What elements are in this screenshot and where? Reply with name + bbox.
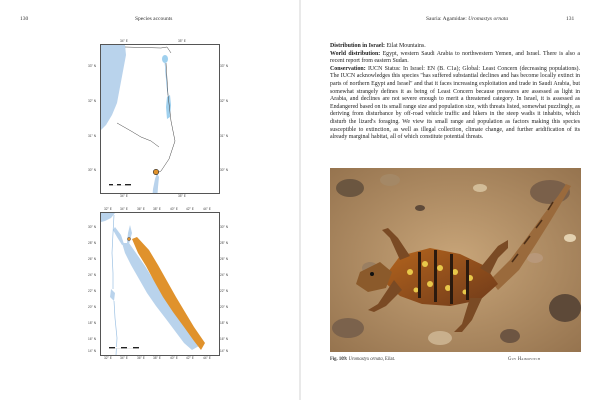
eilat-locality-marker	[153, 169, 158, 174]
lon-tick: 34° E	[120, 356, 128, 360]
distribution-israel-paragraph	[330, 43, 580, 51]
running-head-right	[426, 16, 508, 22]
lat-tick: 16° N	[88, 337, 97, 341]
caption-species: Uromastyx ornata	[348, 357, 383, 362]
conservation-paragraph	[330, 66, 580, 142]
mediterranean-sea	[101, 45, 126, 130]
paragraph-body: IUCN Status: In Israel: EN (B. C1a); Global: Least Concern (decreasing populations). The IUCN acknowledges this species "has suffered substantial declines and has become locally extinct in parts of northern Egypt and Israel" and that it faces increasing exploitation and trade in Saudi Arabia, but somewhat strangely defines it as being of Least Concern because pressures are assessed as light in Arabia, and declines are not severe enough to merit a threatened category. In Israel, it is assessed as Endangered based on its small range size and population size, with threats listed, somewhat puzzlingly, as deriving from disturbance by off-road vehicle traffic and hikers in the steep wadis it inhabits, which disturb the lizard's foraging. We view its small range and population as factors making this species susceptible to extinction, as well as illegal collection, climate change, and further aridification of its already marginal habitat, all of which constitute potential threats.	[330, 65, 580, 141]
eilat-locality-marker	[127, 237, 130, 240]
paragraph-body: Egypt, western Saudi Arabia to northwestern Yemen, and Israel. There is also a recent report from eastern Sudan.	[330, 50, 580, 65]
lat-tick: 26° N	[220, 257, 229, 261]
paragraph-label: World distribution:	[330, 50, 381, 57]
lat-tick: 31° N	[220, 134, 229, 138]
lat-tick: 30° N	[220, 168, 229, 172]
page-number-left: 130	[20, 16, 29, 22]
lat-tick: 20° N	[220, 305, 229, 309]
lon-tick: 34° E	[120, 39, 128, 43]
running-head-prefix: Sauria: Agamidae:	[426, 16, 467, 22]
distribution-map-red-sea	[100, 212, 220, 356]
photo-credit: Guy Haimovitch	[508, 357, 541, 362]
lat-tick: 20° N	[88, 305, 97, 309]
lon-tick: 35° E	[178, 194, 186, 198]
sea-of-galilee	[162, 55, 168, 63]
mediterranean-sea	[101, 213, 115, 222]
lat-tick: 33° N	[220, 64, 229, 68]
lon-tick: 36° E	[137, 356, 145, 360]
lat-tick: 33° N	[88, 64, 97, 68]
lizard-eye	[370, 272, 374, 276]
distribution-map-israel	[100, 44, 220, 194]
lon-tick: 35° E	[178, 39, 186, 43]
nile-river	[112, 215, 117, 355]
lon-tick: 34° E	[120, 194, 128, 198]
figure-caption	[330, 357, 395, 362]
lizard-photograph	[330, 168, 581, 352]
lat-tick: 24° N	[220, 273, 229, 277]
red-sea	[122, 243, 199, 350]
lon-tick: 40° E	[170, 207, 178, 211]
lat-tick: 28° N	[220, 241, 229, 245]
lat-tick: 24° N	[88, 273, 97, 277]
caption-label: Fig. 109:	[330, 357, 348, 362]
lizard-photo-graphic	[330, 168, 581, 352]
lat-tick: 26° N	[88, 257, 97, 261]
lat-tick: 30° N	[88, 225, 97, 229]
lat-tick: 14° N	[220, 349, 229, 353]
lat-tick: 30° N	[220, 225, 229, 229]
paragraph-label: Distribution in Israel:	[330, 43, 385, 49]
map-red-sea-graphic	[101, 213, 219, 355]
lat-tick: 16° N	[220, 337, 229, 341]
lon-tick: 38° E	[153, 207, 161, 211]
lon-tick: 38° E	[153, 356, 161, 360]
scale-bar	[109, 184, 131, 185]
lon-tick: 32° E	[104, 207, 112, 211]
caption-place: , Eilat.	[382, 357, 396, 362]
species-range	[132, 237, 205, 350]
gulf-of-suez	[113, 227, 124, 245]
species-account-text	[330, 43, 580, 142]
page-number-right: 131	[566, 16, 575, 22]
map-israel-graphic	[101, 45, 219, 193]
running-head-left: Species accounts	[135, 16, 173, 22]
lon-tick: 40° E	[170, 356, 178, 360]
lon-tick: 42° E	[186, 207, 194, 211]
gulf-of-aqaba	[127, 225, 132, 244]
lat-tick: 22° N	[88, 289, 97, 293]
lon-tick: 36° E	[137, 207, 145, 211]
gulf-of-aqaba	[152, 173, 159, 193]
lat-tick: 18° N	[88, 321, 97, 325]
paragraph-body: Eilat Mountains.	[384, 43, 426, 49]
lon-tick: 44° E	[203, 356, 211, 360]
lake-nasser	[110, 289, 115, 301]
lat-tick: 22° N	[220, 289, 229, 293]
lon-tick: 34° E	[120, 207, 128, 211]
world-distribution-paragraph	[330, 51, 580, 66]
lat-tick: 32° N	[220, 99, 229, 103]
paragraph-label: Conservation:	[330, 65, 366, 72]
lat-tick: 14° N	[88, 349, 97, 353]
lat-tick: 31° N	[88, 134, 97, 138]
lon-tick: 42° E	[186, 356, 194, 360]
lon-tick: 44° E	[203, 207, 211, 211]
lon-tick: 32° E	[104, 356, 112, 360]
left-page	[0, 0, 299, 400]
lat-tick: 28° N	[88, 241, 97, 245]
lat-tick: 32° N	[88, 99, 97, 103]
scale-bar	[109, 347, 139, 348]
lat-tick: 18° N	[220, 321, 229, 325]
running-head-species: Uromastyx ornata	[468, 16, 509, 22]
lat-tick: 30° N	[88, 168, 97, 172]
